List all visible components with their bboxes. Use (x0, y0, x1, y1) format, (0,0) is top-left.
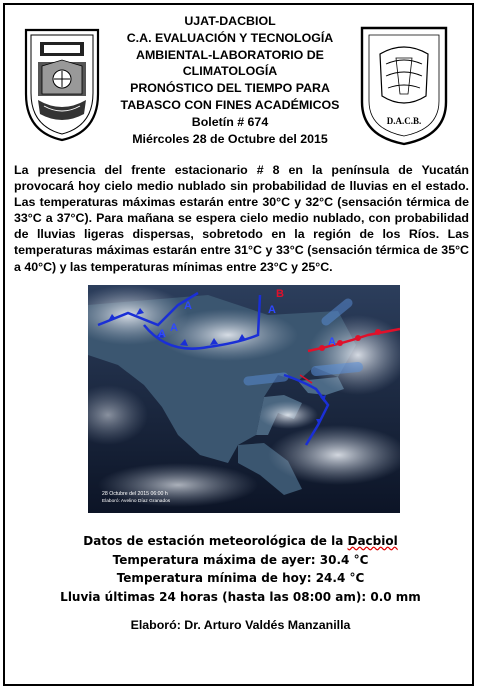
satellite-weather-map (88, 285, 400, 513)
satellite-credit: Elaboró: Avelino Díaz Granados (102, 499, 171, 504)
station-min-temp: Temperatura mínima de hoy: 24.4 °C (116, 571, 365, 585)
pressure-label-a1: A (184, 300, 192, 312)
bulletin-date: Miércoles 28 de Octubre del 2015 (132, 131, 328, 146)
header-lab: AMBIENTAL-LABORATORIO DE (136, 47, 324, 62)
author-credit: Elaboró: Dr. Arturo Valdés Manzanilla (130, 618, 351, 632)
station-title (0, 532, 481, 551)
station-rain: Lluvia últimas 24 horas (hasta las 08:00 am): 0.0 mm (60, 589, 421, 604)
dacb-seal-text: D.A.C.B. (386, 116, 422, 126)
station-title-place: Dacbiol (347, 534, 398, 548)
station-max-temp: Temperatura máxima de ayer: 30.4 °C (112, 552, 369, 567)
bulletin-number: Boletín # 674 (191, 114, 269, 129)
header-climatology: CLIMATOLOGÍA (182, 64, 278, 79)
pressure-label-a5: A (328, 336, 336, 348)
forecast-paragraph: La presencia del frente estacionario # 8 en la península de Yucatán provocará hoy cielo medio nublado sin probabilidad de lluvias en el estado. Las temperaturas máximas estarán entre 30°C y 32°C (sensación térmica de 33°C a 37°C). Para mañana se espera cielo medio nublado, con probabilidad de lluvias ligeras dispersas, sobretodo en la región de los Ríos. Las temperaturas máximas estarán entre 31°C y 33°C (sensación térmica de 35°C a 40°C) y las temperaturas mínimas entre 23°C y 25°C. (14, 163, 469, 274)
satellite-caption: 28 Octubre del 2015 06:00 h (102, 491, 168, 497)
header-forecast: PRONÓSTICO DEL TIEMPO PARA (130, 81, 330, 96)
pressure-label-b: B (276, 288, 284, 300)
station-data (0, 532, 481, 606)
header-purpose: TABASCO CON FINES ACADÉMICOS (120, 97, 340, 112)
pressure-label-a4: A (268, 304, 276, 316)
station-title-prefix: Datos de estación meteorológica de la (83, 534, 344, 548)
header-institution: UJAT-DACBIOL (184, 14, 276, 28)
header-group: C.A. EVALUACIÓN Y TECNOLOGÍA (126, 30, 334, 45)
bulletin-header (110, 13, 350, 147)
pressure-label-a2: A (158, 328, 166, 340)
ujat-seal-logo (18, 24, 106, 142)
dacb-seal-logo (356, 24, 452, 146)
pressure-label-a3: A (170, 322, 178, 334)
